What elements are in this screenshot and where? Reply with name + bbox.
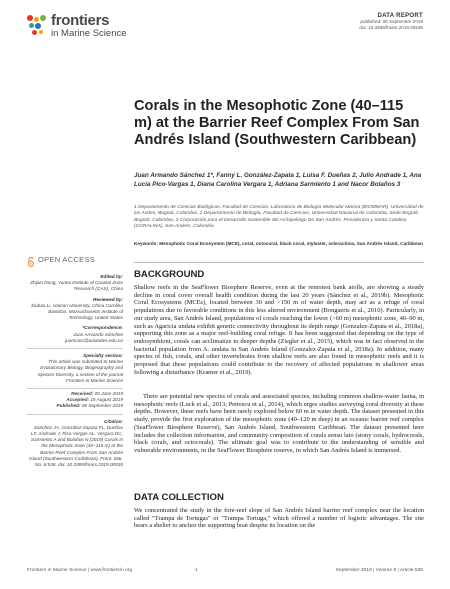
accepted-date: 15 August 2019 bbox=[90, 397, 123, 403]
article-title: Corals in the Mesophotic Zone (40–115 m) at the Barrier Reef Complex From San Andrés Island (Southwestern Caribbean) bbox=[134, 98, 420, 148]
published-date-sidebar: 06 September 2019 bbox=[81, 403, 123, 409]
citation-label: Citation: bbox=[103, 418, 123, 424]
author-list: Juan Armando Sánchez 1*, Fanny L. González-Zapata 1, Luisa F. Dueñas 2, Julio Andrade 1, Ana Lucía Pico-Vargas 1, Diana Carolina Vergara 1, Adriana Sarmiento 1 and Nacor Bolaños 3 bbox=[134, 172, 422, 188]
frontiers-logo-icon bbox=[27, 15, 47, 37]
citation-text: Sánchez JA, González-Zapata FL, Dueñas LF, Andrade J, Pico-Vargas AL, Vergara DC, Sarmiento A and Bolaños N (2019) Corals in the Mesophotic Zone (40–115 m) at the Barrier Reef Complex From San Andrés Island (Southwestern Caribbean). Front. Mar. Sci. 6:536. doi: 10.3389/fmars.2019.00536 bbox=[29, 424, 123, 468]
background-heading: BACKGROUND bbox=[134, 269, 205, 280]
report-type: DATA REPORT bbox=[377, 13, 423, 19]
background-paragraph-2: There are potential new species of corals and associated species, including common shallow-water fauna, in mesophotic reefs (Luck et al., 2013; Petrescu et al., 2014), which urges studies surveying coral diversity at these depths. However, these reefs have been rarely explored below 60 m in water depth. The dataset presented in this study, provide the first exploration of the mesophotic zone (40–120 m deep) in an oceanic barrier reef complex (SeaFlower Biosphere Reserve), San Andrés Island, Southwestern Caribbean. The dataset presented here includes the collection information, and community composition of corals sensu lato (stony corals, hydrocorals, black corals, and octocorals). The ultimate goal was to contribute to the understanding of sensible and vulnerable environments, in the SeaFlower Biosphere reserve, in which San Andrés Island is immersed. bbox=[134, 393, 424, 454]
published-date: published: 06 September 2019 bbox=[360, 19, 423, 24]
open-access-label: OPEN ACCESS bbox=[38, 254, 96, 264]
page-footer bbox=[27, 568, 423, 573]
editor: Zhijun Dong, Yantai Institute of Coastal Zone Research (CAS), China bbox=[30, 280, 123, 292]
keywords-text: Mesophotic Coral Ecosystem (MCE), coral, octocoral, black coral, stylaster, scleractinia, San Andrés Island, Caribbean bbox=[159, 241, 423, 246]
correspondence-contact[interactable]: Juan Armando Sánchez juansanc@uniandes.edu.co bbox=[65, 331, 123, 343]
reviewers: Xiubao Li, Hainan University, China Carolina Bastidas, Massachusetts Institute of Technology, United States bbox=[30, 302, 123, 321]
background-paragraph-1: Shallow reefs in the SeaFlower Biosphere Reserve, even at the remotest bank atolls, are showing a steady decline in coral cover overall health condition during the last 20 years (Sánchez et al., 2019b). Mesophotic Coral Ecosystems (MCEs), located between 30 and >150 m of water depth, may act as a refuge of coral populations due to favorable conditions in this less altered environment (Bongaerts et al., 2010). Particularly, in our study area, San Andrés Island, populations of corals reaching the lower (>60 m) mesophotic zone, 40–90 m, such as Agaricia undata exhibit genetic connectivity throughout its depth range (Gonzalez-Zapata et al., 2018a), supporting this zone as a major reef-building coral refuge. It has been suggested that depending on the type of endosymbiont, corals can acclimatize to deeper depths (Ziegler et al., 2015), which was in fact observed in the bacterial population from A. undata in San Andrés Island (Gonzalez-Zapata et al., 2018a). In addition, many species of fish, corals, and other invertebrates from shallow reefs are also found in mesophotic reefs and it is proposed that these populations could contribute to the recovery of affected populations in shallower areas following a disturbance (Kramer et al., 2019). bbox=[134, 284, 424, 376]
affiliations: 1 Departamento de Ciencias Biológicas, Facultad de Ciencias, Laboratorio de Biología Molecular Marina (BIOMMAR), Universidad de los Andes, Bogotá, Colombia, 2 Departamento de Biología, Facultad de Ciencias, Universidad Nacional de Colombia, Sede Bogotá, Bogotá, Colombia, 3 Corporación para el Desarrollo Sostenible del Archipiélago De San Andrés, Providencia y Santa Catalina (CORALINA), San Andrés, Colombia bbox=[134, 205, 424, 230]
published-label: Published: bbox=[56, 403, 81, 409]
accepted-label: Accepted: bbox=[66, 397, 90, 403]
specialty-section: This article was submitted to Marine Evolutionary Biology, Biogeography and Species Diversity, a section of the journal Frontiers in Marine Science bbox=[37, 359, 123, 383]
edited-by-label: Edited by: bbox=[100, 274, 123, 279]
page-number: 1 bbox=[195, 568, 198, 573]
data-collection-paragraph-1: We concentrated the study in the fore-reef slope of San Andrés Island barrier reef complex near the location called "Trampa de Tortugas" or "Trampa Tortuga," which offered a number of logistic advantages. The site bears a shelter to anchor the supporting boat despite its location on the bbox=[134, 507, 424, 530]
footer-issue: September 2019 | Volume 6 | Article 536 bbox=[335, 568, 423, 573]
journal-name: in Marine Science bbox=[51, 28, 127, 40]
open-access-badge bbox=[27, 254, 123, 264]
received-label: Received: bbox=[71, 391, 94, 397]
specialty-label: Specialty section: bbox=[83, 353, 123, 359]
article-sidebar bbox=[27, 270, 123, 468]
keywords-label: Keywords: bbox=[134, 241, 158, 246]
divider bbox=[134, 262, 424, 263]
doi-link[interactable]: doi: 10.3389/fmars.2019.00536 bbox=[359, 24, 423, 30]
received-date: 05 June 2019 bbox=[94, 391, 123, 397]
journal-logo[interactable] bbox=[27, 13, 137, 39]
report-meta bbox=[303, 13, 423, 31]
footer-journal-link[interactable]: Frontiers in Marine Science | www.frontiersin.org bbox=[27, 568, 133, 573]
reviewed-by-label: Reviewed by: bbox=[93, 296, 123, 302]
correspondence-label: *Correspondence: bbox=[82, 325, 123, 331]
keywords bbox=[134, 241, 424, 247]
data-collection-heading: DATA COLLECTION bbox=[134, 492, 224, 503]
open-lock-icon bbox=[27, 254, 35, 264]
brand-name: frontiers bbox=[51, 12, 110, 30]
